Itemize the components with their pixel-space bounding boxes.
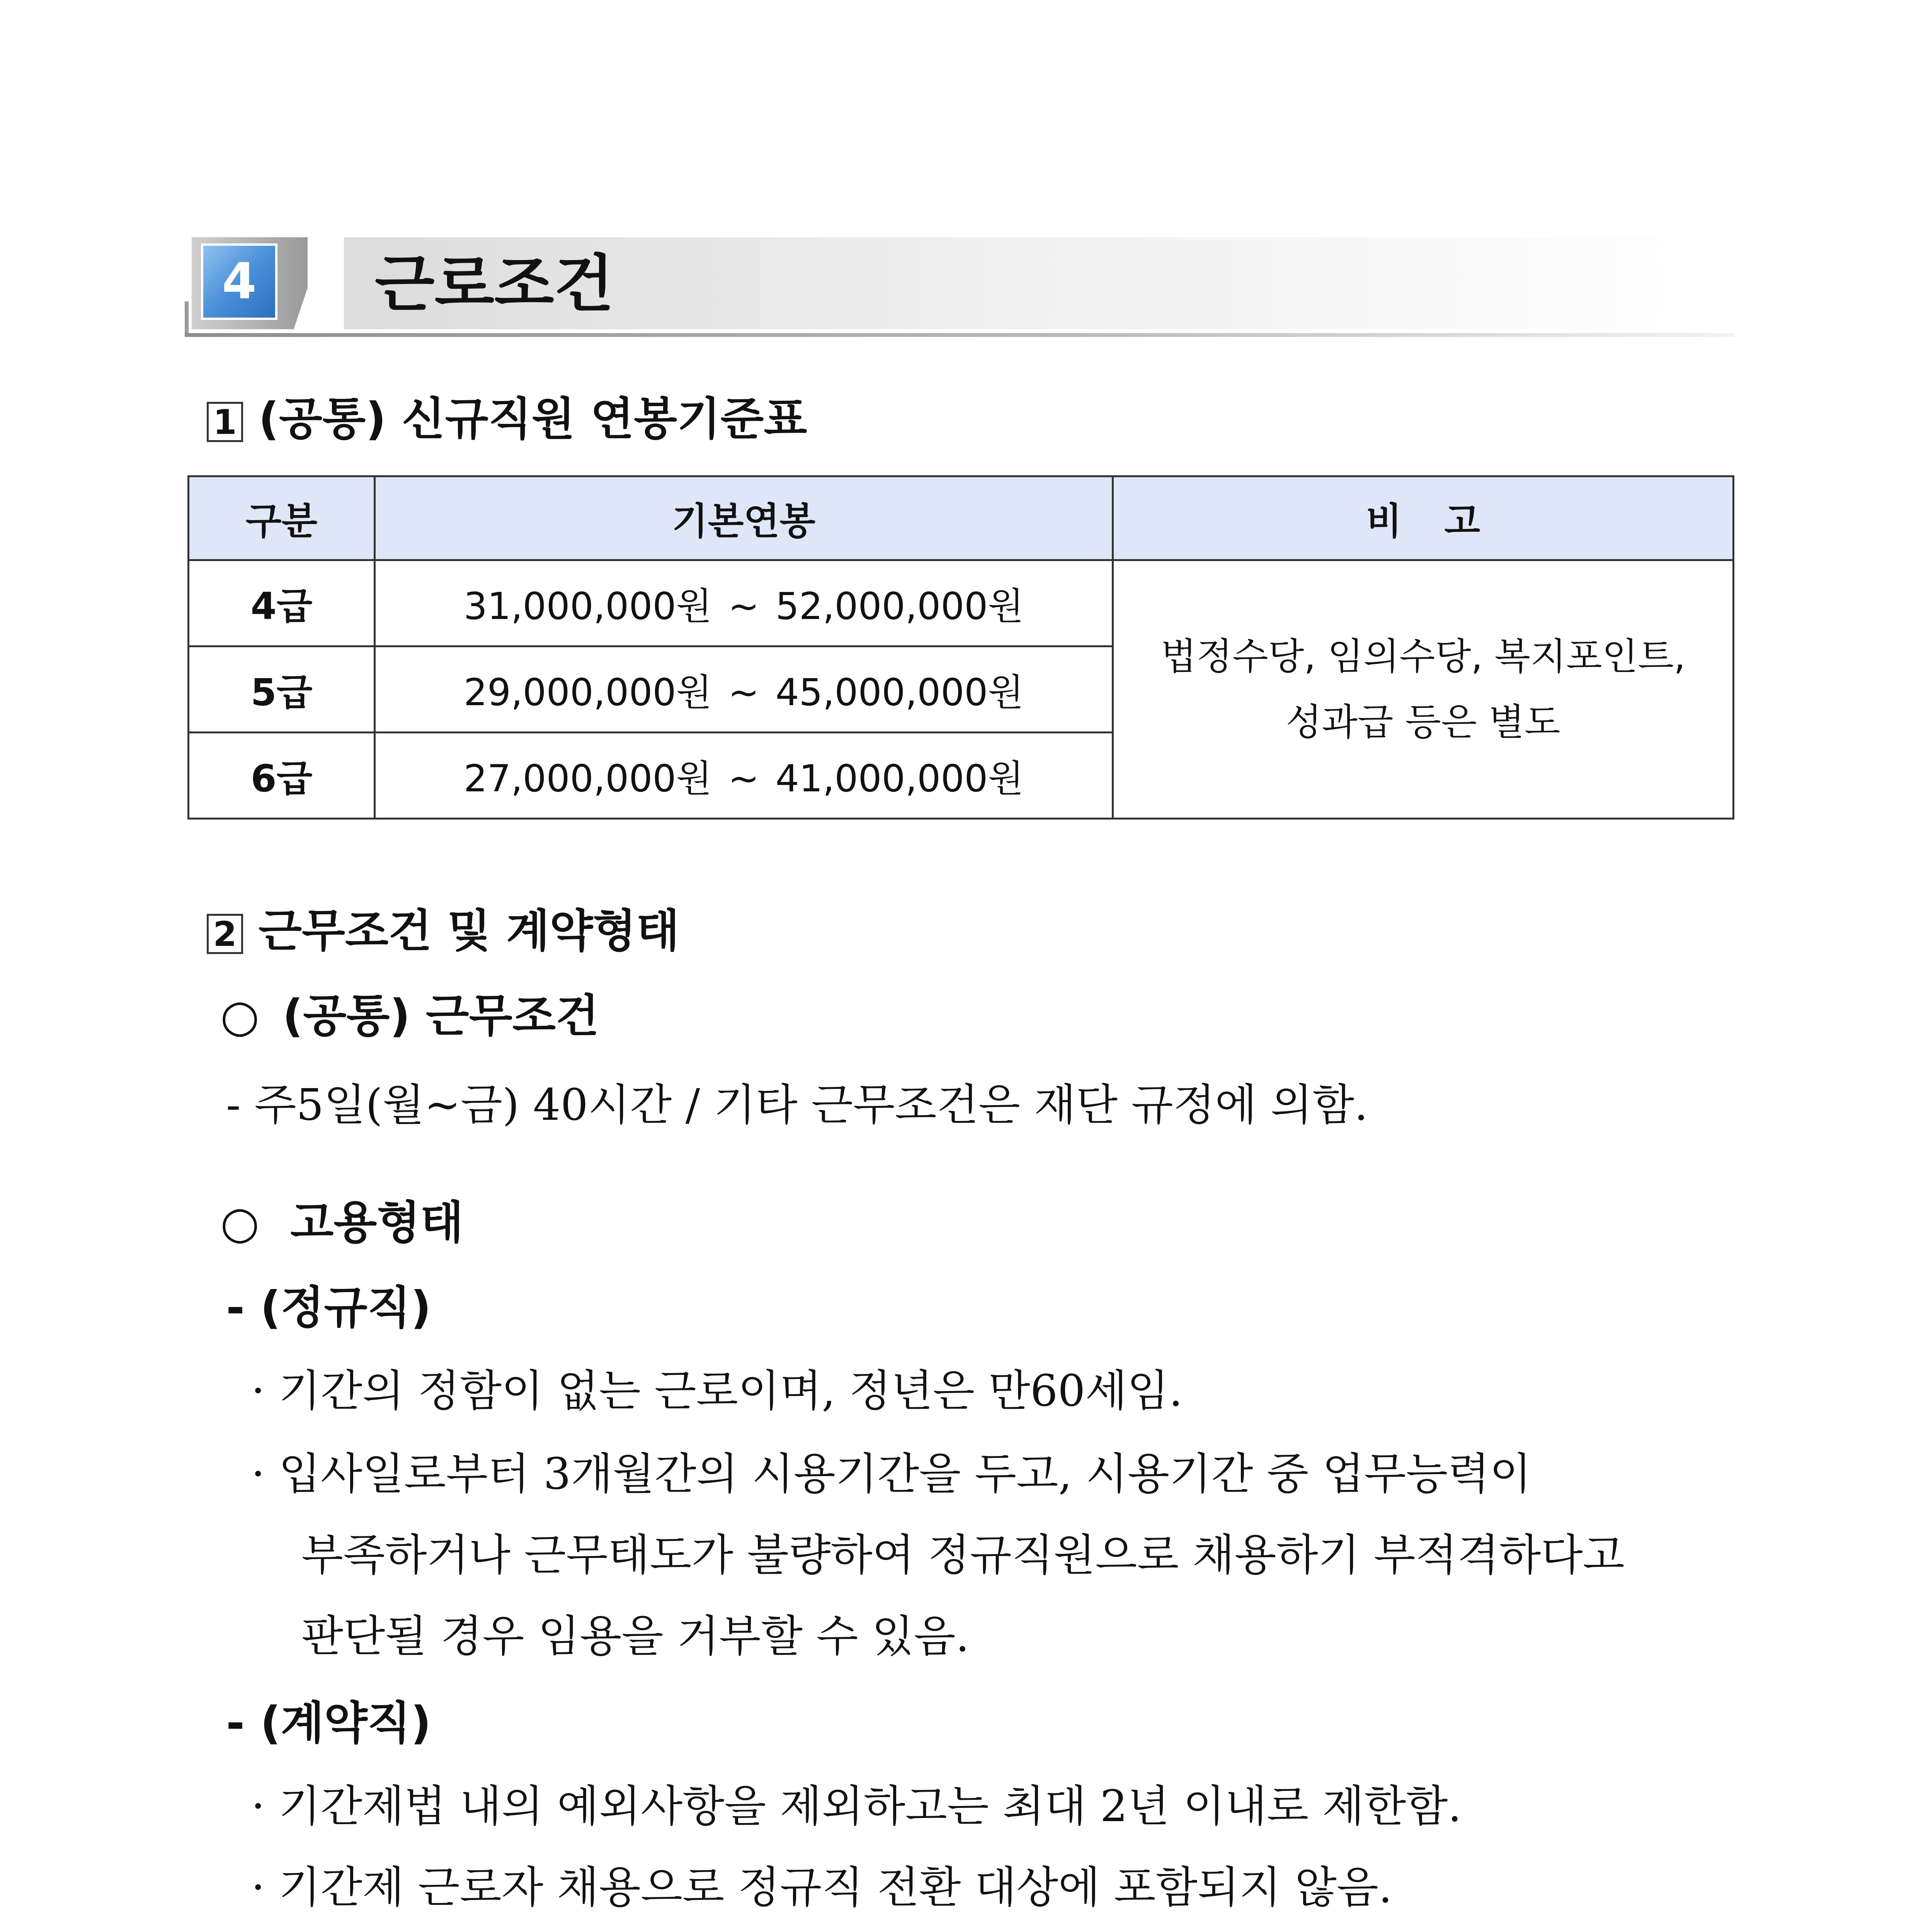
section-title: 근로조건 <box>375 248 614 320</box>
subsection-1-heading <box>207 390 807 448</box>
subsection-2-title: 근무조건 및 계약형태 <box>259 905 680 957</box>
table-row <box>189 560 1734 646</box>
regular-item-continued: 부족하거나 근무태도가 불량하여 정규직원으로 채용하기 부적격하다고 <box>301 1530 1625 1580</box>
header-grade: 구분 <box>189 476 375 560</box>
subsection-1-number-box: 1 <box>207 402 243 442</box>
section-bracket-line <box>185 301 189 336</box>
work-conditions-line: - 주5일(월~금) 40시간 / 기타 근무조건은 재단 규정에 의함. <box>226 1080 1368 1130</box>
contract-label: - (계약직) <box>226 1697 431 1749</box>
subsection-2-number-box: 2 <box>207 914 243 954</box>
contract-item: · 기간제 근로자 채용으로 정규직 전환 대상에 포함되지 않음. <box>251 1862 1392 1913</box>
remarks-line-1: 법정수당, 임의수당, 복지포인트, <box>1160 635 1686 678</box>
header-base-salary: 기본연봉 <box>375 476 1113 560</box>
work-conditions-heading <box>220 987 599 1045</box>
work-conditions-title: (공통) 근무조건 <box>282 990 599 1042</box>
grade-cell: 6급 <box>189 733 375 819</box>
salary-range-cell: 27,000,000원 ~ 41,000,000원 <box>375 733 1113 819</box>
grade-cell: 5급 <box>189 646 375 733</box>
section-number-badge: 4 <box>201 243 277 320</box>
section-underline <box>185 333 1734 337</box>
remarks-cell <box>1113 560 1734 819</box>
regular-label: - (정규직) <box>226 1282 431 1334</box>
regular-item: · 기간의 정함이 없는 근로이며, 정년은 만60세임. <box>251 1366 1183 1416</box>
remarks-line-2: 성과급 등은 별도 <box>1286 701 1560 744</box>
bullet-circle: ○ <box>220 1197 260 1249</box>
employment-type-heading <box>220 1194 463 1252</box>
header-remarks: 비 고 <box>1113 476 1734 560</box>
employment-type-title: 고용형태 <box>290 1197 464 1249</box>
salary-range-cell: 31,000,000원 ~ 52,000,000원 <box>375 560 1113 646</box>
bullet-circle: ○ <box>220 990 260 1042</box>
regular-item-continued: 판단될 경우 임용을 거부할 수 있음. <box>301 1611 970 1662</box>
salary-table <box>187 475 1734 820</box>
salary-range-cell: 29,000,000원 ~ 45,000,000원 <box>375 646 1113 733</box>
subsection-2-heading <box>207 902 679 960</box>
grade-cell: 4급 <box>189 560 375 646</box>
subsection-1-title: (공통) 신규직원 연봉기준표 <box>259 393 807 445</box>
regular-item: · 입사일로부터 3개월간의 시용기간을 두고, 시용기간 중 업무능력이 <box>251 1449 1531 1499</box>
contract-item: · 기간제법 내의 예외사항을 제외하고는 최대 2년 이내로 제한함. <box>251 1781 1462 1832</box>
table-header-row <box>189 476 1734 560</box>
